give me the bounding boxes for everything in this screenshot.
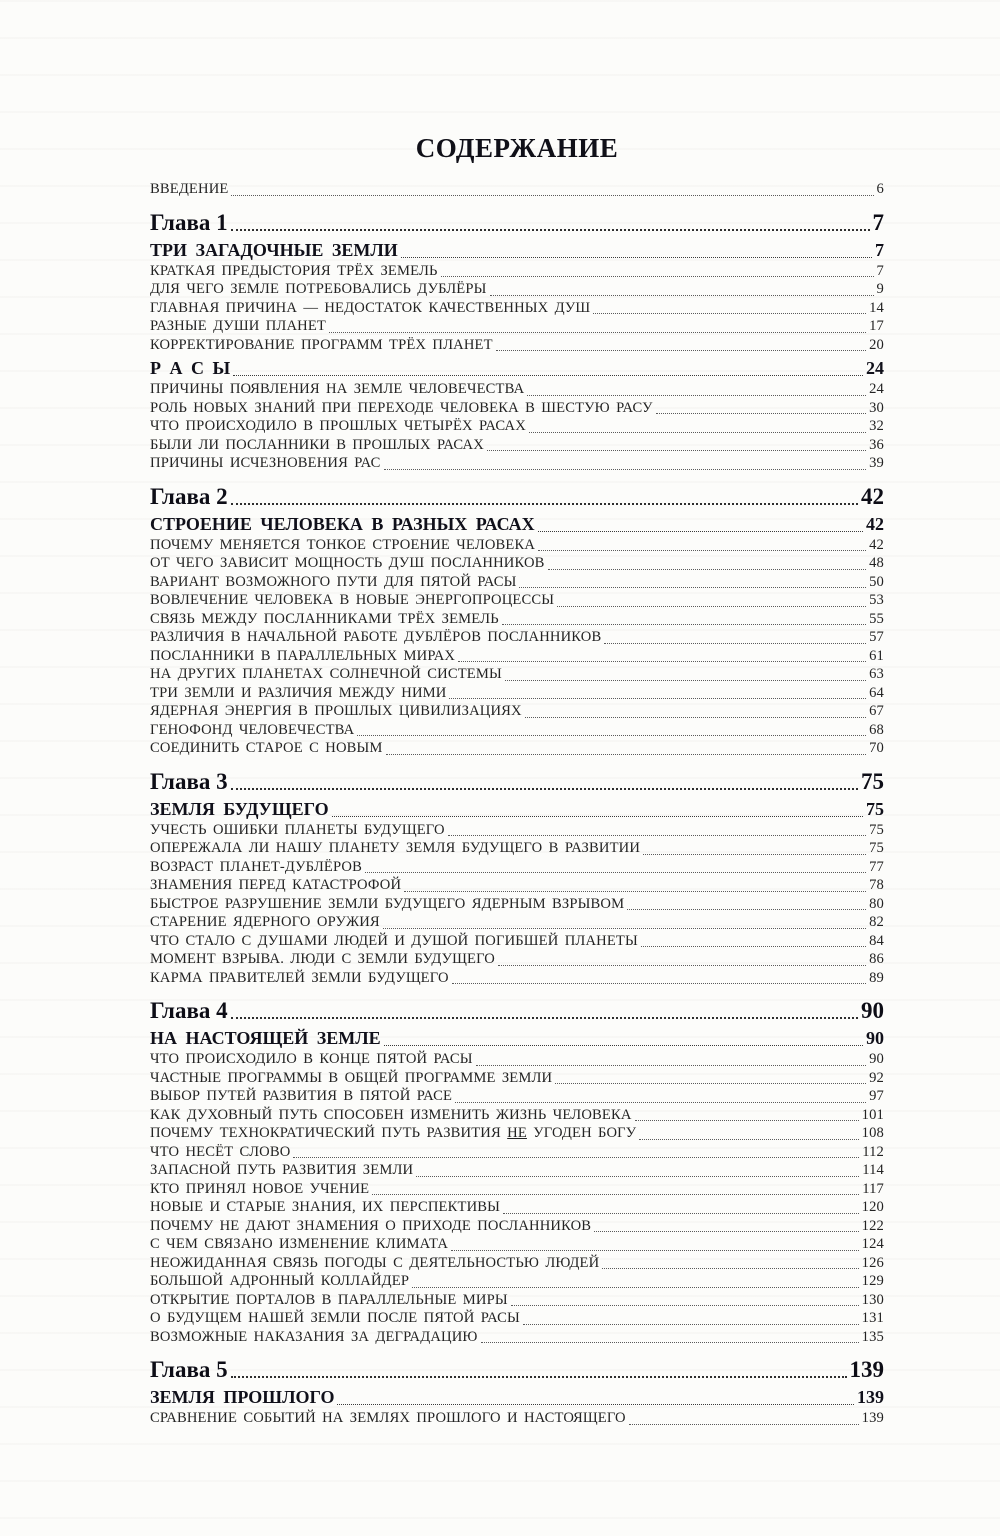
toc-row-entry — [150, 454, 884, 473]
toc-row-entry — [150, 1309, 884, 1328]
dot-leader — [593, 313, 866, 314]
toc-page-number: 68 — [869, 721, 884, 738]
dot-leader — [293, 1157, 859, 1158]
dot-leader — [639, 1139, 858, 1140]
toc-entry-label: СВЯЗЬ МЕЖДУ ПОСЛАННИКАМИ ТРЁХ ЗЕМЕЛЬ — [150, 610, 499, 627]
toc-entry-label: ДЛЯ ЧЕГО ЗЕМЛЕ ПОТРЕБОВАЛИСЬ ДУБЛЁРЫ — [150, 281, 487, 297]
dot-leader — [557, 606, 866, 607]
dot-leader — [329, 332, 866, 333]
toc-entry-label: О БУДУЩЕМ НАШЕЙ ЗЕМЛИ ПОСЛЕ ПЯТОЙ РАСЫ — [150, 1310, 520, 1326]
toc-row-chapter — [150, 483, 884, 510]
toc-entry-label: ОПЕРЕЖАЛА ЛИ НАШУ ПЛАНЕТУ ЗЕМЛЯ БУДУЩЕГО В РАЗВИТИИ — [150, 840, 641, 856]
toc-entry-label: ВОВЛЕЧЕНИЕ ЧЕЛОВЕКА В НОВЫЕ ЭНЕРГОПРОЦЕССЫ — [150, 592, 555, 608]
toc-entry-label: НА НАСТОЯЩЕЙ ЗЕМЛЕ — [150, 1028, 381, 1048]
dot-leader — [548, 569, 867, 570]
toc-row-chapter — [150, 1356, 884, 1383]
toc-entry-label: ПОЧЕМУ МЕНЯЕТСЯ ТОНКОЕ СТРОЕНИЕ ЧЕЛОВЕКА — [150, 536, 536, 553]
toc-row-entry — [150, 1328, 884, 1347]
toc-row-entry — [150, 573, 884, 592]
toc-entry-label: ТРИ ЗЕМЛИ И РАЗЛИЧИЯ МЕЖДУ НИМИ — [150, 684, 447, 701]
dot-leader — [496, 350, 866, 351]
toc-page-number: 14 — [869, 299, 884, 316]
toc-row-entry — [150, 821, 884, 840]
dot-leader — [231, 788, 858, 790]
toc-row-entry — [150, 647, 884, 666]
toc-page-number: 90 — [866, 1028, 884, 1048]
toc-row-entry — [150, 591, 884, 610]
toc-entry-label: НА ДРУГИХ ПЛАНЕТАХ СОЛНЕЧНОЙ СИСТЕМЫ — [150, 666, 502, 682]
toc-row-section — [150, 513, 884, 536]
toc-row-entry — [150, 1124, 884, 1143]
toc-page-number: 97 — [869, 1088, 884, 1104]
toc-page-number: 20 — [869, 336, 884, 353]
toc-entry-label: ОТ ЧЕГО ЗАВИСИТ МОЩНОСТЬ ДУШ ПОСЛАННИКОВ — [150, 555, 545, 571]
dot-leader — [231, 195, 873, 196]
toc-entry-label: МОМЕНТ ВЗРЫВА. ЛЮДИ С ЗЕМЛИ БУДУЩЕГО — [150, 951, 495, 967]
toc-entry-label: ВВЕДЕНИЕ — [150, 181, 229, 197]
toc-page-number: 122 — [861, 1217, 884, 1234]
toc-page-number: 139 — [861, 1410, 884, 1426]
toc-row-entry — [150, 1143, 884, 1162]
toc-row-entry — [150, 1254, 884, 1273]
toc-entry-label: ВЫБОР ПУТЕЙ РАЗВИТИЯ В ПЯТОЙ РАСЕ — [150, 1088, 453, 1104]
toc-page-number: 92 — [869, 1069, 884, 1086]
toc-row-entry — [150, 1050, 884, 1069]
toc-entry-label: ЧТО НЕСЁТ СЛОВО — [150, 1143, 291, 1160]
toc-page-number: 7 — [872, 209, 884, 235]
dot-leader — [401, 257, 872, 258]
toc-row-entry — [150, 262, 884, 281]
toc-entry-label: ГЕНОФОНД ЧЕЛОВЕЧЕСТВА — [150, 721, 355, 738]
toc-page-number: 129 — [861, 1273, 884, 1289]
toc-row-entry — [150, 684, 884, 703]
toc-entry-label: ГЛАВНАЯ ПРИЧИНА — НЕДОСТАТОК КАЧЕСТВЕННЫХ ДУШ — [150, 299, 591, 316]
toc-entry-label: ЧАСТНЫЕ ПРОГРАММЫ В ОБЩЕЙ ПРОГРАММЕ ЗЕМЛИ — [150, 1069, 553, 1086]
toc-entry-label: Глава 5 — [150, 1357, 228, 1382]
dot-leader — [231, 1017, 858, 1019]
toc-page-number: 120 — [861, 1199, 884, 1215]
dot-leader — [527, 395, 866, 396]
toc-entry-label: НЕОЖИДАННАЯ СВЯЗЬ ПОГОДЫ С ДЕЯТЕЛЬНОСТЬЮ ЛЮДЕЙ — [150, 1254, 600, 1271]
toc-page-number: 77 — [869, 858, 884, 875]
toc-page-number: 50 — [869, 573, 884, 590]
dot-leader — [519, 587, 866, 588]
dot-leader — [538, 531, 863, 532]
toc-entry-label: ПОЧЕМУ НЕ ДАЮТ ЗНАМЕНИЯ О ПРИХОДЕ ПОСЛАННИКОВ — [150, 1217, 592, 1234]
toc-page-number: 67 — [869, 703, 884, 719]
dot-leader — [555, 1083, 866, 1084]
toc-row-entry — [150, 299, 884, 318]
toc-row-entry — [150, 280, 884, 299]
dot-leader — [627, 909, 866, 910]
toc-row-entry — [150, 1180, 884, 1199]
dot-leader — [372, 1194, 859, 1195]
dot-leader — [357, 735, 866, 736]
toc-entry-label: КОРРЕКТИРОВАНИЕ ПРОГРАММ ТРЁХ ПЛАНЕТ — [150, 336, 493, 353]
dot-leader — [643, 854, 866, 855]
toc-page-number: 63 — [869, 666, 884, 682]
toc-entry-label: ВАРИАНТ ВОЗМОЖНОГО ПУТИ ДЛЯ ПЯТОЙ РАСЫ — [150, 573, 517, 590]
toc-row-entry — [150, 1217, 884, 1236]
toc-row-section — [150, 798, 884, 821]
toc-page-number: 53 — [869, 592, 884, 608]
toc-row-section — [150, 357, 884, 380]
toc-entry-label: УЧЕСТЬ ОШИБКИ ПЛАНЕТЫ БУДУЩЕГО — [150, 821, 445, 838]
dot-leader — [384, 469, 867, 470]
dot-leader — [449, 698, 866, 699]
dot-leader — [332, 816, 863, 817]
dot-leader — [505, 680, 866, 681]
toc-page-number: 101 — [861, 1106, 884, 1123]
toc-row-entry — [150, 895, 884, 914]
toc-row-chapter — [150, 768, 884, 795]
toc-entry-label: ПРИЧИНЫ ПОЯВЛЕНИЯ НА ЗЕМЛЕ ЧЕЛОВЕЧЕСТВА — [150, 381, 525, 397]
toc-page-number: 124 — [861, 1236, 884, 1252]
toc-entry-label: ЧТО СТАЛО С ДУШАМИ ЛЮДЕЙ И ДУШОЙ ПОГИБШЕЙ ПЛАНЕТЫ — [150, 932, 638, 949]
toc-entry-label: ПОСЛАННИКИ В ПАРАЛЛЕЛЬНЫХ МИРАХ — [150, 647, 456, 664]
toc-row-entry — [150, 380, 884, 399]
toc-entry-label: ЧТО ПРОИСХОДИЛО В ПРОШЛЫХ ЧЕТЫРЁХ РАСАХ — [150, 418, 526, 434]
toc-row-entry — [150, 336, 884, 355]
toc-entry-label: СТАРЕНИЕ ЯДЕРНОГО ОРУЖИЯ — [150, 914, 380, 930]
dot-leader — [635, 1120, 859, 1121]
toc-page-number: 114 — [862, 1162, 884, 1178]
toc-entry-label: С ЧЕМ СВЯЗАНО ИЗМЕНЕНИЕ КЛИМАТА — [150, 1236, 449, 1252]
toc-row-entry — [150, 436, 884, 455]
dot-leader — [604, 643, 866, 644]
dot-leader — [656, 413, 866, 414]
toc-entry-label: БЫСТРОЕ РАЗРУШЕНИЕ ЗЕМЛИ БУДУЩЕГО ЯДЕРНЫМ ВЗРЫВОМ — [150, 895, 625, 912]
toc-entry-label: БОЛЬШОЙ АДРОННЫЙ КОЛЛАЙДЕР — [150, 1273, 410, 1289]
toc-entry-label: КАК ДУХОВНЫЙ ПУТЬ СПОСОБЕН ИЗМЕНИТЬ ЖИЗНЬ ЧЕЛОВЕКА — [150, 1106, 632, 1123]
dot-leader — [498, 965, 866, 966]
toc-entry-label: СОЕДИНИТЬ СТАРОЕ С НОВЫМ — [150, 740, 383, 756]
dot-leader — [233, 375, 863, 376]
toc-row-entry — [150, 739, 884, 758]
dot-leader — [476, 1065, 866, 1066]
dot-leader — [365, 872, 866, 873]
toc-entry-label: КТО ПРИНЯЛ НОВОЕ УЧЕНИЕ — [150, 1180, 370, 1197]
dot-leader — [455, 1102, 866, 1103]
toc-row-entry — [150, 1087, 884, 1106]
toc-page-number: 80 — [869, 895, 884, 912]
toc-page-number: 7 — [876, 262, 884, 279]
dot-leader — [451, 1250, 859, 1251]
toc-entry-label: НОВЫЕ И СТАРЫЕ ЗНАНИЯ, ИХ ПЕРСПЕКТИВЫ — [150, 1199, 501, 1215]
toc-row-entry — [150, 628, 884, 647]
toc-entry-label: ВОЗРАСТ ПЛАНЕТ-ДУБЛЁРОВ — [150, 858, 362, 875]
toc-page-number: 75 — [866, 798, 884, 819]
toc-entry-label: ЯДЕРНАЯ ЭНЕРГИЯ В ПРОШЛЫХ ЦИВИЛИЗАЦИЯХ — [150, 703, 522, 719]
toc-row-entry — [150, 180, 884, 199]
toc-page-number: 112 — [862, 1143, 884, 1160]
dot-leader — [383, 928, 866, 929]
dot-leader — [538, 550, 866, 551]
toc-row-entry — [150, 417, 884, 436]
dot-leader — [629, 1424, 859, 1425]
dot-leader — [602, 1268, 858, 1269]
toc-row-entry — [150, 1106, 884, 1125]
underlined-word: НЕ — [507, 1125, 527, 1141]
dot-leader — [490, 295, 874, 296]
toc-page-number: 42 — [861, 483, 884, 509]
toc-page-number: 89 — [869, 969, 884, 986]
toc-page-number: 39 — [869, 455, 884, 471]
toc-page-number: 75 — [869, 840, 884, 856]
toc-entry-label: Глава 2 — [150, 483, 228, 509]
toc-row-entry — [150, 610, 884, 629]
toc-entry-label: ЧТО ПРОИСХОДИЛО В КОНЦЕ ПЯТОЙ РАСЫ — [150, 1051, 473, 1067]
dot-leader — [231, 503, 858, 505]
toc-page-number: 57 — [869, 629, 884, 645]
toc-page-number: 139 — [849, 1357, 884, 1382]
toc-entry-label: ВОЗМОЖНЫЕ НАКАЗАНИЯ ЗА ДЕГРАДАЦИЮ — [150, 1328, 478, 1345]
toc-page-number: 139 — [857, 1387, 884, 1407]
dot-leader — [386, 754, 867, 755]
toc-page-number: 86 — [869, 951, 884, 967]
toc-row-entry — [150, 858, 884, 877]
dot-leader — [337, 1404, 854, 1405]
toc-page-number: 24 — [869, 381, 884, 397]
toc-page-number: 61 — [869, 647, 884, 664]
toc-page-number: 90 — [869, 1051, 884, 1067]
toc-row-chapter — [150, 209, 884, 236]
toc-entry-label: РОЛЬ НОВЫХ ЗНАНИЙ ПРИ ПЕРЕХОДЕ ЧЕЛОВЕКА В ШЕСТУЮ РАСУ — [150, 399, 653, 416]
toc-row-entry — [150, 1069, 884, 1088]
toc-page-number: 32 — [869, 418, 884, 434]
toc-row-chapter — [150, 997, 884, 1024]
toc-entry-label: Р А С Ы — [150, 358, 231, 378]
toc-entry-label: ЗЕМЛЯ ПРОШЛОГО — [150, 1387, 335, 1407]
dot-leader — [525, 717, 866, 718]
toc-row-entry — [150, 913, 884, 932]
toc-row-entry — [150, 1161, 884, 1180]
toc-entry-label: СРАВНЕНИЕ СОБЫТИЙ НА ЗЕМЛЯХ ПРОШЛОГО И НАСТОЯЩЕГО — [150, 1410, 626, 1426]
dot-leader — [502, 624, 866, 625]
toc-page-number: 130 — [861, 1291, 884, 1308]
toc-page-number: 90 — [861, 998, 884, 1023]
toc-page-number: 7 — [875, 239, 884, 260]
dot-leader — [511, 1305, 859, 1306]
toc-entry-label: ЗНАМЕНИЯ ПЕРЕД КАТАСТРОФОЙ — [150, 877, 402, 893]
toc-row-entry — [150, 665, 884, 684]
toc-page-number: 48 — [869, 555, 884, 571]
toc-page-number: 78 — [869, 877, 884, 893]
toc-entry-label: БЫЛИ ЛИ ПОСЛАННИКИ В ПРОШЛЫХ РАСАХ — [150, 436, 484, 453]
toc-entry-label: Глава 1 — [150, 209, 228, 235]
toc-page-number: 75 — [869, 821, 884, 838]
dot-leader — [231, 1376, 847, 1378]
dot-leader — [481, 1342, 859, 1343]
toc-page-number: 135 — [861, 1328, 884, 1345]
dot-leader — [231, 229, 870, 231]
toc-entry-label: КАРМА ПРАВИТЕЛЕЙ ЗЕМЛИ БУДУЩЕГО — [150, 969, 449, 986]
dot-leader — [523, 1324, 859, 1325]
toc-entry-label: РАЗЛИЧИЯ В НАЧАЛЬНОЙ РАБОТЕ ДУБЛЁРОВ ПОСЛАННИКОВ — [150, 629, 602, 645]
page-title: СОДЕРЖАНИЕ — [415, 133, 619, 163]
toc-entry-label: Глава 3 — [150, 768, 228, 794]
toc-row-entry — [150, 536, 884, 555]
toc-row-entry — [150, 317, 884, 336]
dot-leader — [452, 983, 866, 984]
toc-entry-label: ТРИ ЗАГАДОЧНЫЕ ЗЕМЛИ — [150, 239, 398, 260]
toc-row-section — [150, 1027, 884, 1050]
toc-entry-label: ПРИЧИНЫ ИСЧЕЗНОВЕНИЯ РАС — [150, 455, 381, 471]
dot-leader — [448, 835, 866, 836]
toc-row-entry — [150, 721, 884, 740]
toc-page-number: 64 — [869, 684, 884, 701]
toc-row-entry — [150, 702, 884, 721]
toc-entry-label: ЗЕМЛЯ БУДУЩЕГО — [150, 798, 329, 819]
toc-row-entry — [150, 839, 884, 858]
toc-page-number: 17 — [869, 318, 884, 334]
dot-leader — [458, 661, 866, 662]
dot-leader — [594, 1231, 858, 1232]
toc-page-number: 6 — [876, 181, 884, 197]
toc-row-entry — [150, 1198, 884, 1217]
dot-leader — [503, 1213, 859, 1214]
toc-row-entry — [150, 969, 884, 988]
dot-leader — [529, 432, 866, 433]
toc-row-entry — [150, 932, 884, 951]
toc-row-section — [150, 239, 884, 262]
toc-page-number: 126 — [861, 1254, 884, 1271]
toc-page-number: 117 — [862, 1180, 884, 1197]
toc-page-number: 82 — [869, 914, 884, 930]
toc-page-number: 75 — [861, 768, 884, 794]
dot-leader — [416, 1176, 859, 1177]
toc-page-number: 30 — [869, 399, 884, 416]
toc-row-entry — [150, 950, 884, 969]
table-of-contents — [150, 180, 884, 1428]
toc-row-entry — [150, 1272, 884, 1291]
toc-page-number: 84 — [869, 932, 884, 949]
dot-leader — [487, 450, 866, 451]
toc-page-number: 36 — [869, 436, 884, 453]
toc-entry-label: КРАТКАЯ ПРЕДЫСТОРИЯ ТРЁХ ЗЕМЕЛЬ — [150, 262, 438, 279]
toc-entry-label: ПОЧЕМУ ТЕХНОКРАТИЧЕСКИЙ ПУТЬ РАЗВИТИЯ НЕ УГОДЕН БОГУ — [150, 1125, 637, 1141]
toc-page-number: 70 — [869, 740, 884, 756]
toc-entry-label: Глава 4 — [150, 998, 228, 1023]
toc-page-number: 55 — [869, 610, 884, 627]
toc-row-entry — [150, 1409, 884, 1428]
toc-row-entry — [150, 554, 884, 573]
toc-page-number: 9 — [876, 281, 884, 297]
dot-leader — [441, 276, 874, 277]
toc-page-number: 108 — [861, 1125, 884, 1141]
toc-page-number: 42 — [869, 536, 884, 553]
dot-leader — [412, 1287, 859, 1288]
toc-row-entry — [150, 399, 884, 418]
toc-entry-label: ОТКРЫТИЕ ПОРТАЛОВ В ПАРАЛЛЕЛЬНЫЕ МИРЫ — [150, 1291, 508, 1308]
toc-page-number: 42 — [866, 513, 884, 534]
toc-entry-label: СТРОЕНИЕ ЧЕЛОВЕКА В РАЗНЫХ РАСАХ — [150, 513, 535, 534]
toc-entry-label: РАЗНЫЕ ДУШИ ПЛАНЕТ — [150, 318, 326, 334]
toc-entry-label: ЗАПАСНОЙ ПУТЬ РАЗВИТИЯ ЗЕМЛИ — [150, 1162, 414, 1178]
toc-row-entry — [150, 1235, 884, 1254]
toc-page-number: 131 — [861, 1310, 884, 1326]
toc-row-entry — [150, 1291, 884, 1310]
dot-leader — [404, 891, 866, 892]
toc-page-number: 24 — [866, 358, 884, 378]
toc-row-section — [150, 1386, 884, 1409]
toc-row-entry — [150, 876, 884, 895]
dot-leader — [384, 1045, 863, 1046]
dot-leader — [641, 946, 866, 947]
